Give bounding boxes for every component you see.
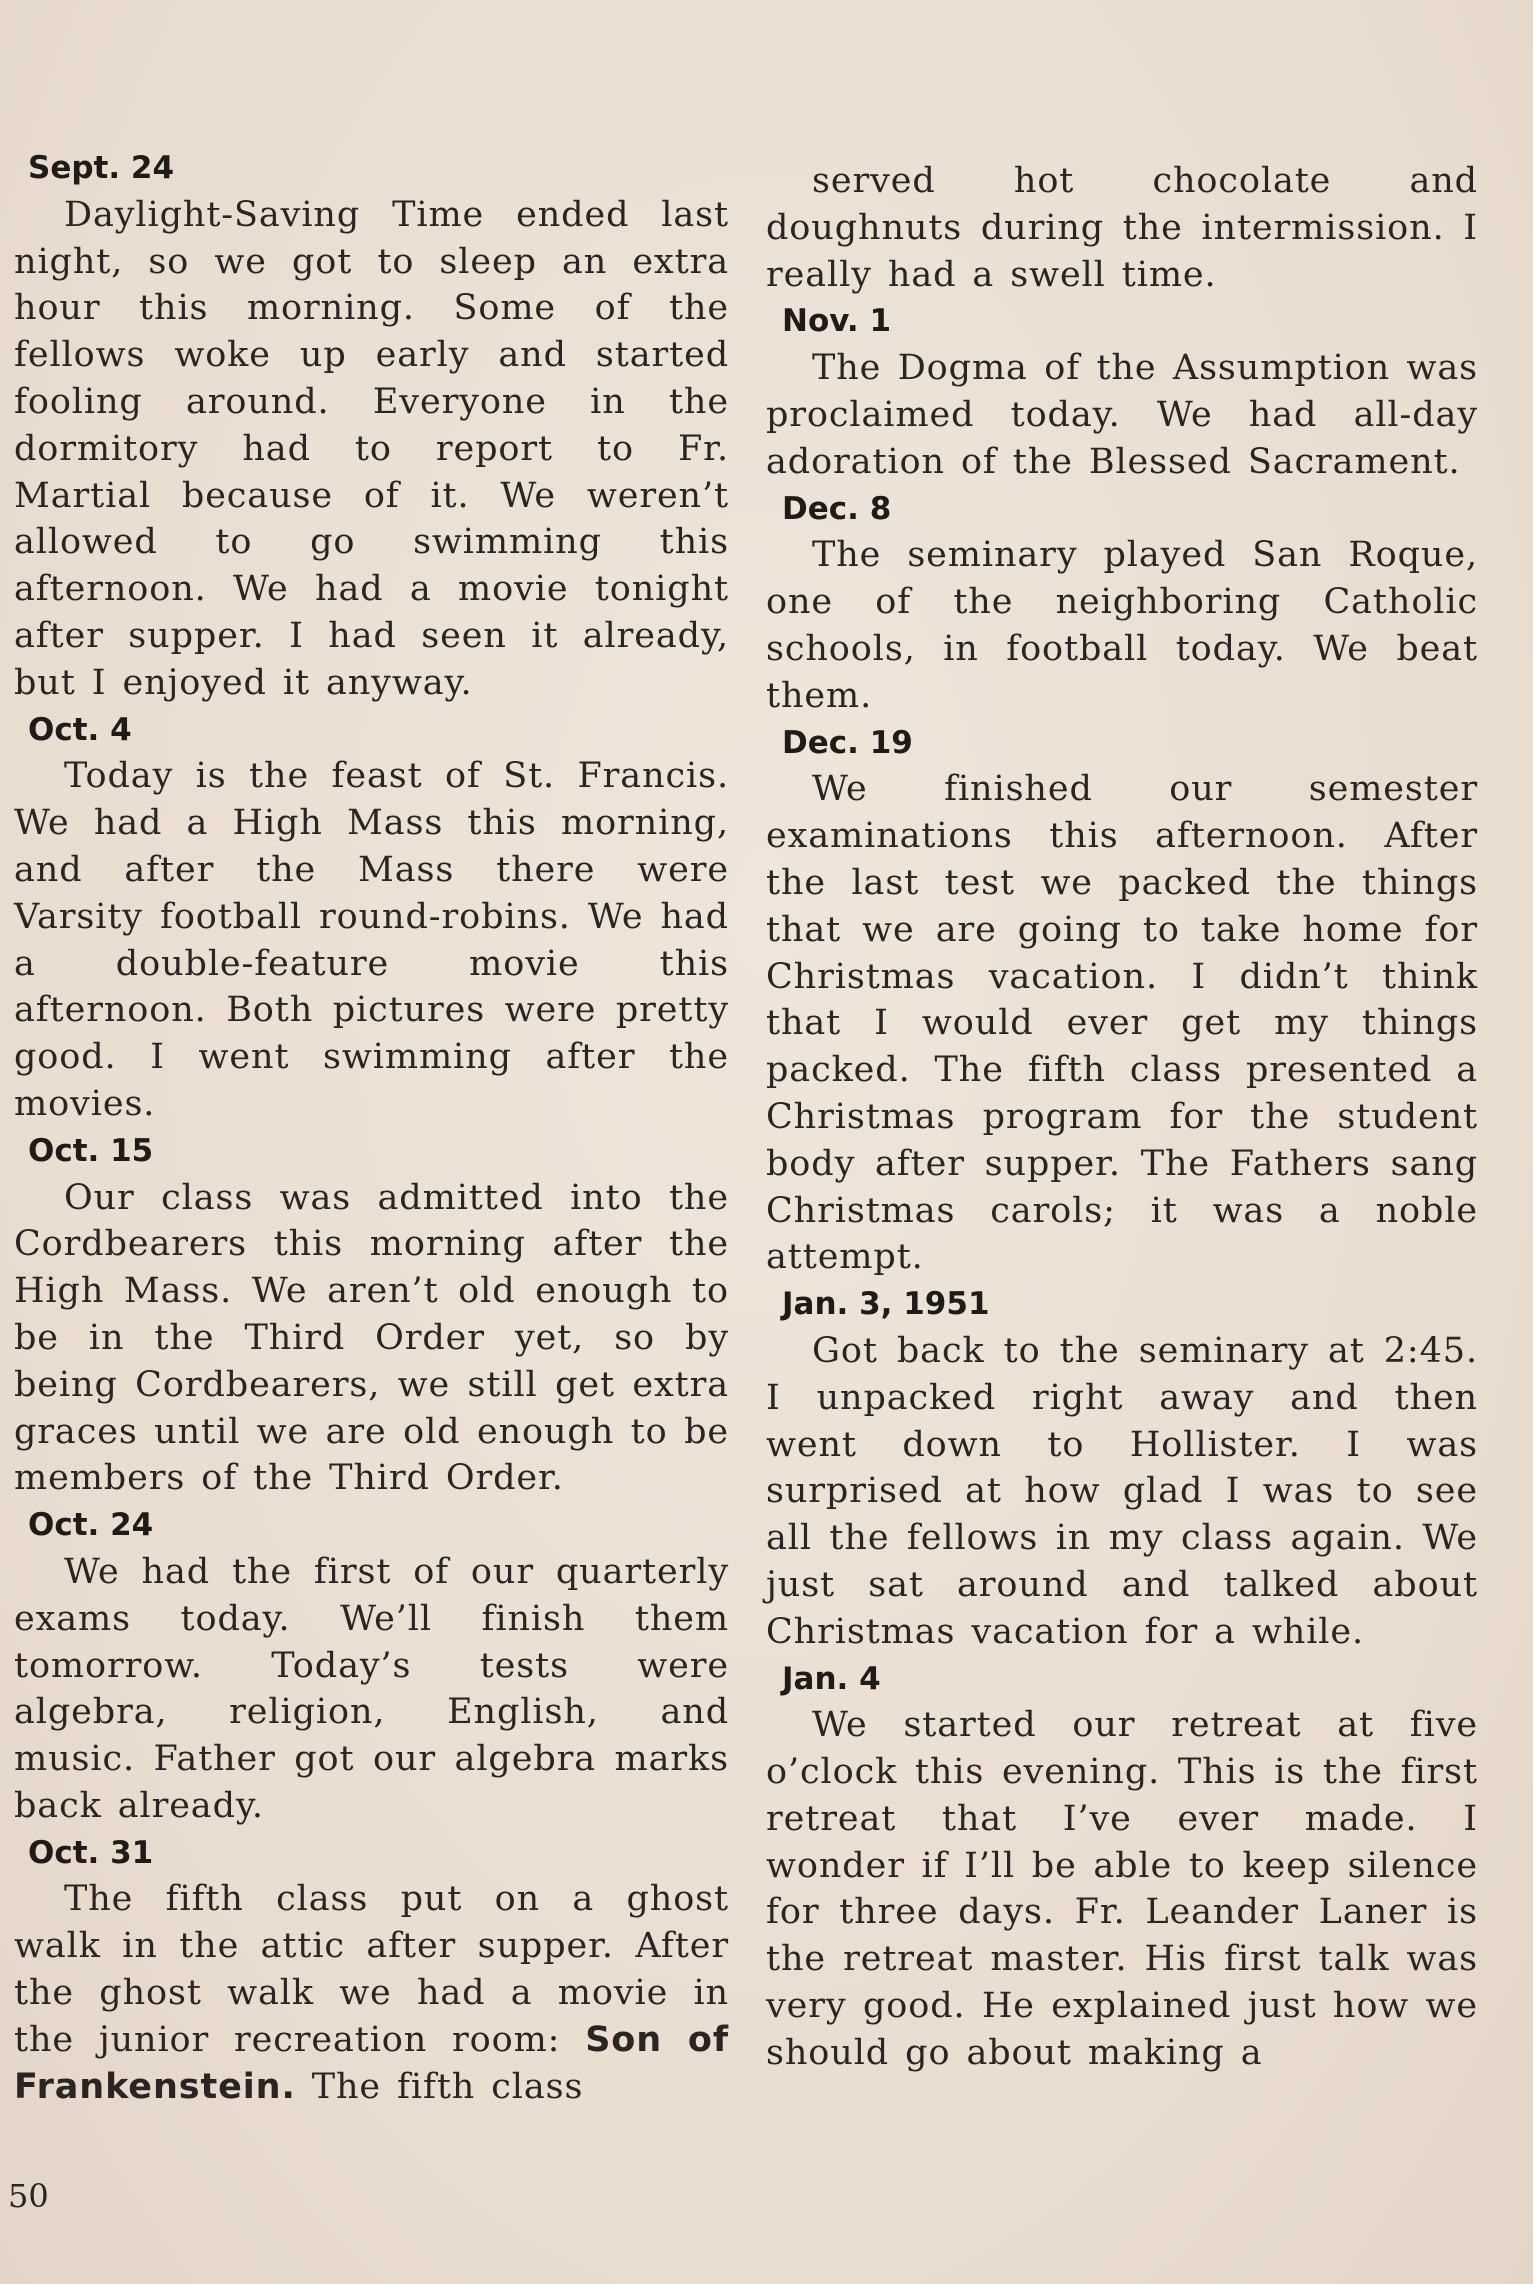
diary-entry <box>14 1128 729 1502</box>
right-column <box>766 158 1478 2077</box>
entry-date: Oct. 31 <box>28 1834 154 1871</box>
entry-date: Oct. 4 <box>28 711 132 748</box>
entry-text: We started our retreat at five o’clock this evening. This is the first retreat that I’ve ever made. I wonder if I’ll be able to keep silence for three days. Fr. Leander Laner is the retreat master. His first talk was very good. He explained just how we should go about making a <box>766 1705 1478 2073</box>
entry-text: Daylight-Saving Time ended last night, so we got to sleep an extra hour this morning. Some of the fellows woke up early and started fooling around. Everyone in the dormitory had to report to Fr. Martial because of it. We weren’t allowed to go swimming this afternoon. We had a movie tonight after supper. I had seen it already, but I enjoyed it anyway. <box>14 194 729 703</box>
entry-date: Oct. 15 <box>28 1132 154 1169</box>
diary-entry <box>14 1830 729 2111</box>
diary-entry <box>766 298 1478 485</box>
entry-date: Sept. 24 <box>28 150 175 186</box>
entry-date: Nov. 1 <box>782 303 892 340</box>
page-number: 50 <box>8 2177 49 2215</box>
movie-title: Son of Frankenstein. <box>14 2019 729 2107</box>
entry-text: Got back to the seminary at 2:45. I unpacked right away and then went down to Hollister. I was surprised at how glad I was to see all the fellows in my class again. We just sat around and talked about Christmas vacation for a while. <box>766 1330 1478 1652</box>
entry-text: Our class was admitted into the Cordbearers this morning after the High Mass. We aren’t old enough to be in the Third Order yet, so by being Cordbearers, we still get extra graces until we are old enough to be members of the Third Order. <box>14 1177 729 1499</box>
left-column <box>14 145 729 2110</box>
entry-text <box>14 1876 729 2110</box>
diary-entry <box>14 1502 729 1830</box>
entry-date: Jan. 4 <box>782 1660 881 1697</box>
entry-text-part: The fifth class put on a ghost walk in the attic after supper. After the ghost walk we had a movie in the junior recreation room: <box>14 1879 729 2060</box>
entry-date: Dec. 8 <box>782 490 892 527</box>
entry-text: We finished our semester examinations this afternoon. After the last test we packed the things that we are going to take home for Christmas vacation. I didn’t think that I would ever get my things packed. The fifth class presented a Christmas program for the student body after supper. The Fathers sang Christmas carols; it was a noble attempt. <box>766 769 1478 1278</box>
diary-entry <box>766 1656 1478 2077</box>
continued-text: served hot chocolate and doughnuts during the intermission. I really had a swell time. <box>766 161 1478 295</box>
entry-text-part: The fifth class <box>311 2066 584 2107</box>
diary-entry <box>766 720 1478 1282</box>
entry-text: The seminary played San Roque, one of the neighboring Catholic schools, in football today. We beat them. <box>766 535 1478 716</box>
entry-date: Jan. 3, 1951 <box>782 1286 990 1323</box>
entry-text: The Dogma of the Assumption was proclaimed today. We had all-day adoration of the Blessed Sacrament. <box>766 348 1478 482</box>
entry-date: Oct. 24 <box>28 1507 154 1544</box>
entry-text: Today is the feast of St. Francis. We had a High Mass this morning, and after the Mass there were Varsity football round-robins. We had a double-feature movie this afternoon. Both pictures were pretty good. I went swimming after the movies. <box>14 756 729 1124</box>
diary-entry <box>14 707 729 1128</box>
diary-entry <box>766 486 1478 720</box>
entry-date: Dec. 19 <box>782 724 913 761</box>
entry-text: We had the first of our quarterly exams today. We’ll finish them tomorrow. Today’s tests were algebra, religion, English, and music. Father got our algebra marks back already. <box>14 1551 729 1826</box>
diary-entry <box>14 145 729 707</box>
diary-entry <box>766 1281 1478 1655</box>
